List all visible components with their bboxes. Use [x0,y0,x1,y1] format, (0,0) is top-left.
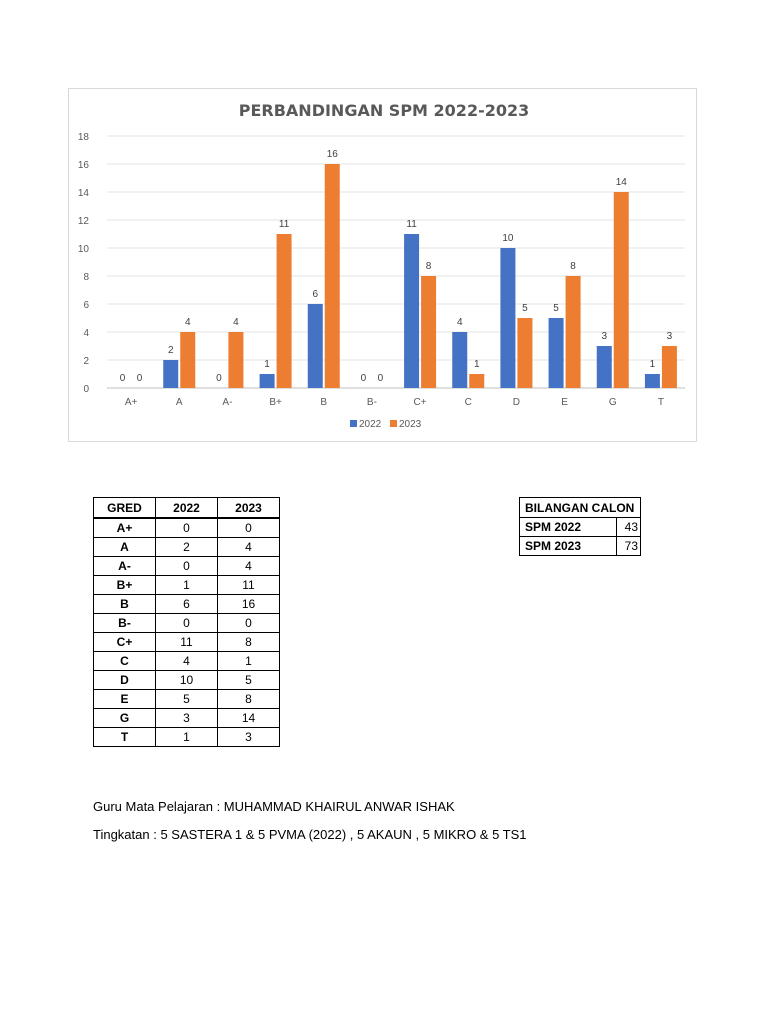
teacher-line: Guru Mata Pelajaran : MUHAMMAD KHAIRUL ANWAR ISHAK [93,799,455,814]
grade-cell: B [94,595,156,614]
data-label: 0 [136,373,143,384]
calon-label-2022: SPM 2022 [520,518,617,537]
x-tick-label: A+ [124,397,138,408]
value-2022-cell: 6 [156,595,218,614]
value-2023-cell: 11 [218,576,280,595]
grade-cell: G [94,709,156,728]
data-label: 0 [119,373,126,384]
value-2022-cell: 0 [156,614,218,633]
grade-cell: T [94,728,156,747]
value-2023-cell: 0 [218,614,280,633]
data-label: 5 [522,303,528,314]
data-label: 4 [233,317,239,328]
value-2023-cell: 8 [218,633,280,652]
bar-2022-B [308,304,323,388]
calon-label-2023: SPM 2023 [520,537,617,556]
grade-cell: A- [94,557,156,576]
y-tick-label: 10 [77,244,89,255]
data-label: 0 [377,373,384,384]
legend-label: 2022 [359,419,382,430]
bar-2023-B [325,164,340,388]
value-2022-cell: 5 [156,690,218,709]
data-label: 16 [326,149,338,160]
calon-value-2023: 73 [617,537,641,556]
bar-2023-A [180,332,195,388]
bar-2023-C [469,374,484,388]
data-label: 4 [184,317,191,328]
bar-2022-C+ [404,234,419,388]
data-label: 3 [601,331,608,342]
y-tick-label: 14 [77,188,89,199]
x-tick-label: E [561,397,568,408]
x-tick-label: C+ [413,397,427,408]
bilangan-calon-table [519,497,641,556]
bar-2023-T [662,346,677,388]
bar-2023-C+ [421,276,436,388]
bar-2023-G [614,192,629,388]
table-row [94,690,280,709]
y-tick-label: 4 [83,328,89,339]
data-label: 6 [312,289,319,300]
value-2023-cell: 3 [218,728,280,747]
bar-2022-G [597,346,612,388]
grade-cell: D [94,671,156,690]
table-row [94,557,280,576]
table-row [94,595,280,614]
bar-2023-D [517,318,532,388]
data-label: 14 [615,177,627,188]
data-label: 8 [570,261,576,272]
grade-cell: B+ [94,576,156,595]
y-tick-label: 6 [83,300,89,311]
x-tick-label: A- [222,397,233,408]
y-tick-label: 2 [83,356,89,367]
value-2022-cell: 0 [156,518,218,538]
value-2022-cell: 4 [156,652,218,671]
data-label: 1 [264,359,270,370]
bar-2022-D [500,248,515,388]
bar-2023-E [566,276,581,388]
grade-cell: B- [94,614,156,633]
grade-table-body [94,518,280,747]
calon-table-header: BILANGAN CALON [520,498,641,518]
grade-cell: C [94,652,156,671]
value-2022-cell: 0 [156,557,218,576]
value-2023-cell: 1 [218,652,280,671]
x-tick-label: B [320,397,328,408]
value-2022-cell: 3 [156,709,218,728]
y-tick-label: 18 [77,132,89,143]
x-tick-label: D [512,397,521,408]
data-label: 3 [666,331,673,342]
bar-2022-B+ [260,374,275,388]
table-row [94,538,280,557]
data-label: 0 [216,373,222,384]
y-tick-label: 12 [77,216,89,227]
bar-2022-A [163,360,178,388]
value-2023-cell: 4 [218,557,280,576]
value-2023-cell: 5 [218,671,280,690]
table-row [94,614,280,633]
table-row [94,671,280,690]
data-label: 1 [649,359,656,370]
grade-cell: C+ [94,633,156,652]
grade-cell: E [94,690,156,709]
legend-swatch-2023 [390,420,397,427]
y-tick-label: 0 [83,384,89,395]
data-label: 1 [473,359,480,370]
grade-table [93,497,280,747]
data-label: 11 [406,219,417,230]
header-2022: 2022 [156,498,218,519]
calon-table-header-row [520,498,641,518]
legend-label: 2023 [399,419,422,430]
legend-swatch-2022 [350,420,357,427]
table-row [94,633,280,652]
chart-title: PERBANDINGAN SPM 2022-2023 [238,101,530,120]
calon-value-2022: 43 [617,518,641,537]
table-row [94,709,280,728]
data-label: 10 [502,233,514,244]
table-row [94,576,280,595]
bar-2023-B+ [277,234,292,388]
data-label: 4 [456,317,463,328]
value-2022-cell: 1 [156,576,218,595]
table-row [520,537,641,556]
table-row [94,652,280,671]
value-2022-cell: 11 [156,633,218,652]
bar-2022-C [452,332,467,388]
chart-container [68,88,697,442]
value-2022-cell: 1 [156,728,218,747]
data-label: 5 [553,303,559,314]
bar-chart [69,89,698,443]
data-label: 0 [360,373,367,384]
x-tick-label: T [657,397,664,408]
grade-cell: A+ [94,518,156,538]
y-tick-label: 16 [77,160,89,171]
value-2023-cell: 4 [218,538,280,557]
bar-2022-T [645,374,660,388]
data-label: 2 [167,345,174,356]
x-tick-label: B+ [269,397,282,408]
data-label: 8 [425,261,432,272]
value-2023-cell: 8 [218,690,280,709]
header-2023: 2023 [218,498,280,519]
x-tick-label: A [175,397,183,408]
x-tick-label: C [464,397,472,408]
x-tick-label: B- [366,397,377,408]
value-2023-cell: 16 [218,595,280,614]
value-2022-cell: 10 [156,671,218,690]
bar-2023-A- [228,332,243,388]
value-2023-cell: 14 [218,709,280,728]
grade-table-header-row [94,498,280,519]
header-gred: GRED [94,498,156,519]
y-tick-label: 8 [83,272,89,283]
classes-line: Tingkatan : 5 SASTERA 1 & 5 PVMA (2022) , 5 AKAUN , 5 MIKRO & 5 TS1 [93,827,527,842]
x-tick-label: G [608,397,617,408]
data-label: 11 [278,219,290,230]
grade-cell: A [94,538,156,557]
value-2023-cell: 0 [218,518,280,538]
table-row [94,518,280,538]
table-row [94,728,280,747]
bar-2022-E [549,318,564,388]
table-row [520,518,641,537]
value-2022-cell: 2 [156,538,218,557]
